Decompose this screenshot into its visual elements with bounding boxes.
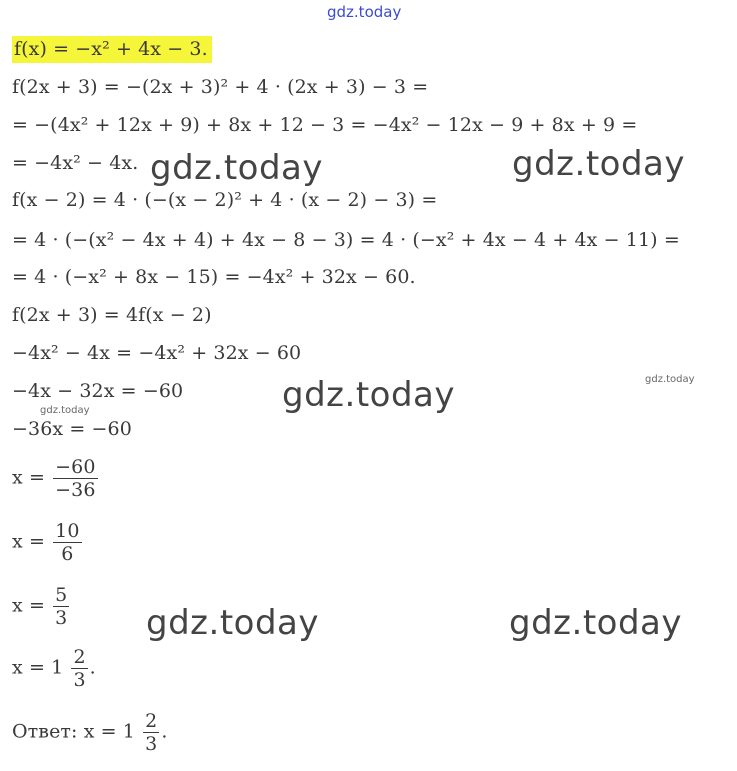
watermark: gdz.today <box>150 148 323 188</box>
fraction-suffix: . <box>89 656 96 679</box>
watermark-small: gdz.today <box>645 374 695 385</box>
equation-line: = 4 · (−(x² − 4x + 4) + 4x − 8 − 3) = 4 · (−x² + 4x − 4 + 4x − 11) = <box>12 229 680 251</box>
watermark: gdz.today <box>512 144 685 184</box>
equation-line: −4x − 32x = −60 <box>12 380 184 402</box>
fraction-prefix: x = <box>12 466 45 489</box>
watermark: gdz.today <box>282 375 455 415</box>
fraction-prefix: x = 1 <box>12 656 64 679</box>
equation-line: −36x = −60 <box>12 418 132 440</box>
equation-line: f(x − 2) = 4 · (−(x − 2)² + 4 · (x − 2) − 3) = <box>12 189 438 211</box>
answer-label: Ответ: <box>12 720 78 743</box>
watermark: gdz.today <box>509 603 682 643</box>
equation-line: −4x² − 4x = −4x² + 32x − 60 <box>12 342 302 364</box>
answer-line <box>12 710 167 755</box>
highlighted-formula: f(x) = −x² + 4x − 3. <box>12 36 212 63</box>
fraction-line <box>12 456 100 501</box>
fraction <box>53 456 97 501</box>
fraction-numerator: 2 <box>73 646 86 668</box>
fraction-line <box>12 520 84 565</box>
fraction-numerator: −60 <box>55 456 96 478</box>
watermark: gdz.today <box>146 603 319 643</box>
equation-line: = 4 · (−x² + 8x − 15) = −4x² + 32x − 60. <box>12 266 416 288</box>
fraction-denominator: 6 <box>61 543 74 565</box>
fraction-line <box>12 646 96 691</box>
equation-line: f(2x + 3) = 4f(x − 2) <box>12 304 212 326</box>
equation-line: f(2x + 3) = −(2x + 3)² + 4 · (2x + 3) − 3 = <box>12 76 429 98</box>
equation-line: = −4x² − 4x. <box>12 152 139 174</box>
fraction-prefix: x = <box>12 594 45 617</box>
equation-line: = −(4x² + 12x + 9) + 8x + 12 − 3 = −4x² − 12x − 9 + 8x + 9 = <box>12 114 638 136</box>
fraction <box>53 584 69 629</box>
fraction-numerator: 2 <box>145 710 158 732</box>
answer-fraction <box>143 710 159 755</box>
fraction-numerator: 10 <box>55 520 80 542</box>
answer-prefix: x = 1 <box>83 720 135 743</box>
fraction-denominator: 3 <box>73 669 86 691</box>
fraction-prefix: x = <box>12 530 45 553</box>
fraction-denominator: 3 <box>55 607 68 629</box>
fraction-numerator: 5 <box>55 584 68 606</box>
fraction-line <box>12 584 71 629</box>
watermark-top: gdz.today <box>327 3 402 21</box>
fraction-denominator: −36 <box>55 479 96 501</box>
function-definition <box>12 36 212 62</box>
fraction <box>53 520 81 565</box>
watermark-small: gdz.today <box>40 405 90 416</box>
fraction-denominator: 3 <box>145 733 158 755</box>
fraction <box>71 646 87 691</box>
answer-suffix: . <box>161 720 168 743</box>
